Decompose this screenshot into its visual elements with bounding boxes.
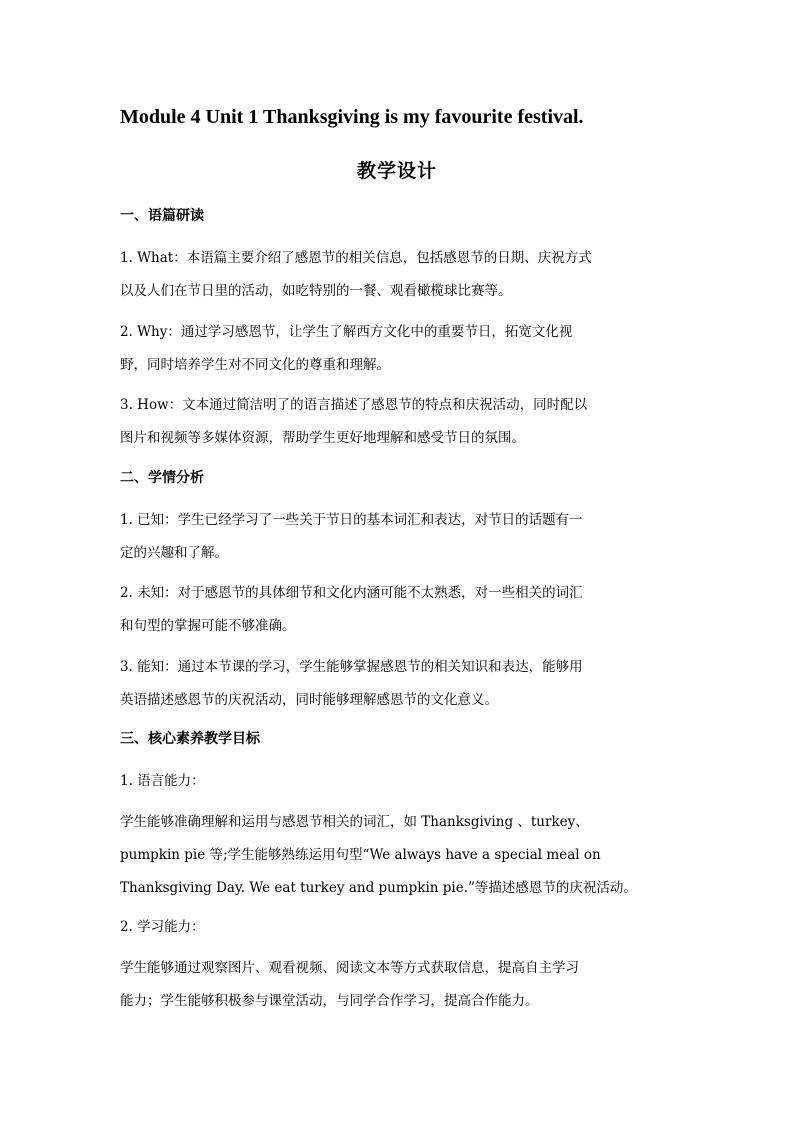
paragraph-learning-ability bbox=[120, 952, 680, 1018]
paragraph-line: 定的兴趣和了解。 bbox=[120, 545, 228, 561]
paragraph-line: 以及人们在节日里的活动，如吃特别的一餐、观看橄榄球比赛等。 bbox=[120, 283, 512, 299]
paragraph-line: Thanksgiving Day. We eat turkey and pumpkin pie.”等描述感恩节的庆祝活动。 bbox=[120, 880, 637, 896]
paragraph-line: 学生能够通过观察图片、观看视频、阅读文本等方式获取信息，提高自主学习 bbox=[120, 960, 579, 976]
document-subtitle: 教学设计 bbox=[356, 160, 437, 182]
paragraph-why bbox=[120, 316, 680, 382]
paragraph-line: 2. 未知：对于感恩节的具体细节和文化内涵可能不太熟悉，对一些相关的词汇 bbox=[120, 585, 583, 601]
paragraph-line: 1. 语言能力： bbox=[120, 773, 205, 789]
paragraph-line: 2. 学习能力： bbox=[120, 919, 205, 935]
paragraph-line: 2. Why：通过学习感恩节，让学生了解西方文化中的重要节日，拓宽文化视 bbox=[120, 324, 573, 340]
paragraph-line: 和句型的掌握可能不够准确。 bbox=[120, 618, 296, 634]
section-heading-text-analysis: 一、语篇研读 bbox=[120, 208, 204, 224]
paragraph-line: 图片和视频等多媒体资源，帮助学生更好地理解和感受节日的氛围。 bbox=[120, 430, 525, 446]
section-heading-student-analysis: 二、学情分析 bbox=[120, 470, 204, 486]
document-title: Module 4 Unit 1 Thanksgiving is my favourite festival. bbox=[120, 106, 584, 128]
section-heading-core-objectives: 三、核心素养教学目标 bbox=[120, 731, 260, 747]
learning-ability-label bbox=[120, 911, 680, 944]
paragraph-language-ability bbox=[120, 806, 680, 905]
paragraph-unknown bbox=[120, 577, 680, 643]
language-ability-label bbox=[120, 765, 680, 798]
paragraph-line: 3. How：文本通过简洁明了的语言描述了感恩节的特点和庆祝活动，同时配以 bbox=[120, 397, 588, 413]
paragraph-known bbox=[120, 504, 680, 570]
paragraph-line: 3. 能知：通过本节课的学习，学生能够掌握感恩节的相关知识和表达，能够用 bbox=[120, 659, 583, 675]
paragraph-line: 能力；学生能够积极参与课堂活动，与同学合作学习，提高合作能力。 bbox=[120, 993, 539, 1009]
paragraph-line: 1. 已知：学生已经学习了一些关于节日的基本词汇和表达，对节日的话题有一 bbox=[120, 512, 583, 528]
paragraph-what bbox=[120, 242, 680, 308]
paragraph-how bbox=[120, 389, 680, 455]
paragraph-line: 1. What：本语篇主要介绍了感恩节的相关信息，包括感恩节的日期、庆祝方式 bbox=[120, 250, 592, 266]
paragraph-line: 英语描述感恩节的庆祝活动，同时能够理解感恩节的文化意义。 bbox=[120, 692, 498, 708]
paragraph-line: 学生能够准确理解和运用与感恩节相关的词汇，如 Thanksgiving 、turkey、 bbox=[120, 814, 589, 830]
paragraph-line: 野，同时培养学生对不同文化的尊重和理解。 bbox=[120, 357, 390, 373]
paragraph-line: pumpkin pie 等;学生能够熟练运用句型“We always have a special meal on bbox=[120, 847, 601, 863]
paragraph-able bbox=[120, 651, 680, 717]
